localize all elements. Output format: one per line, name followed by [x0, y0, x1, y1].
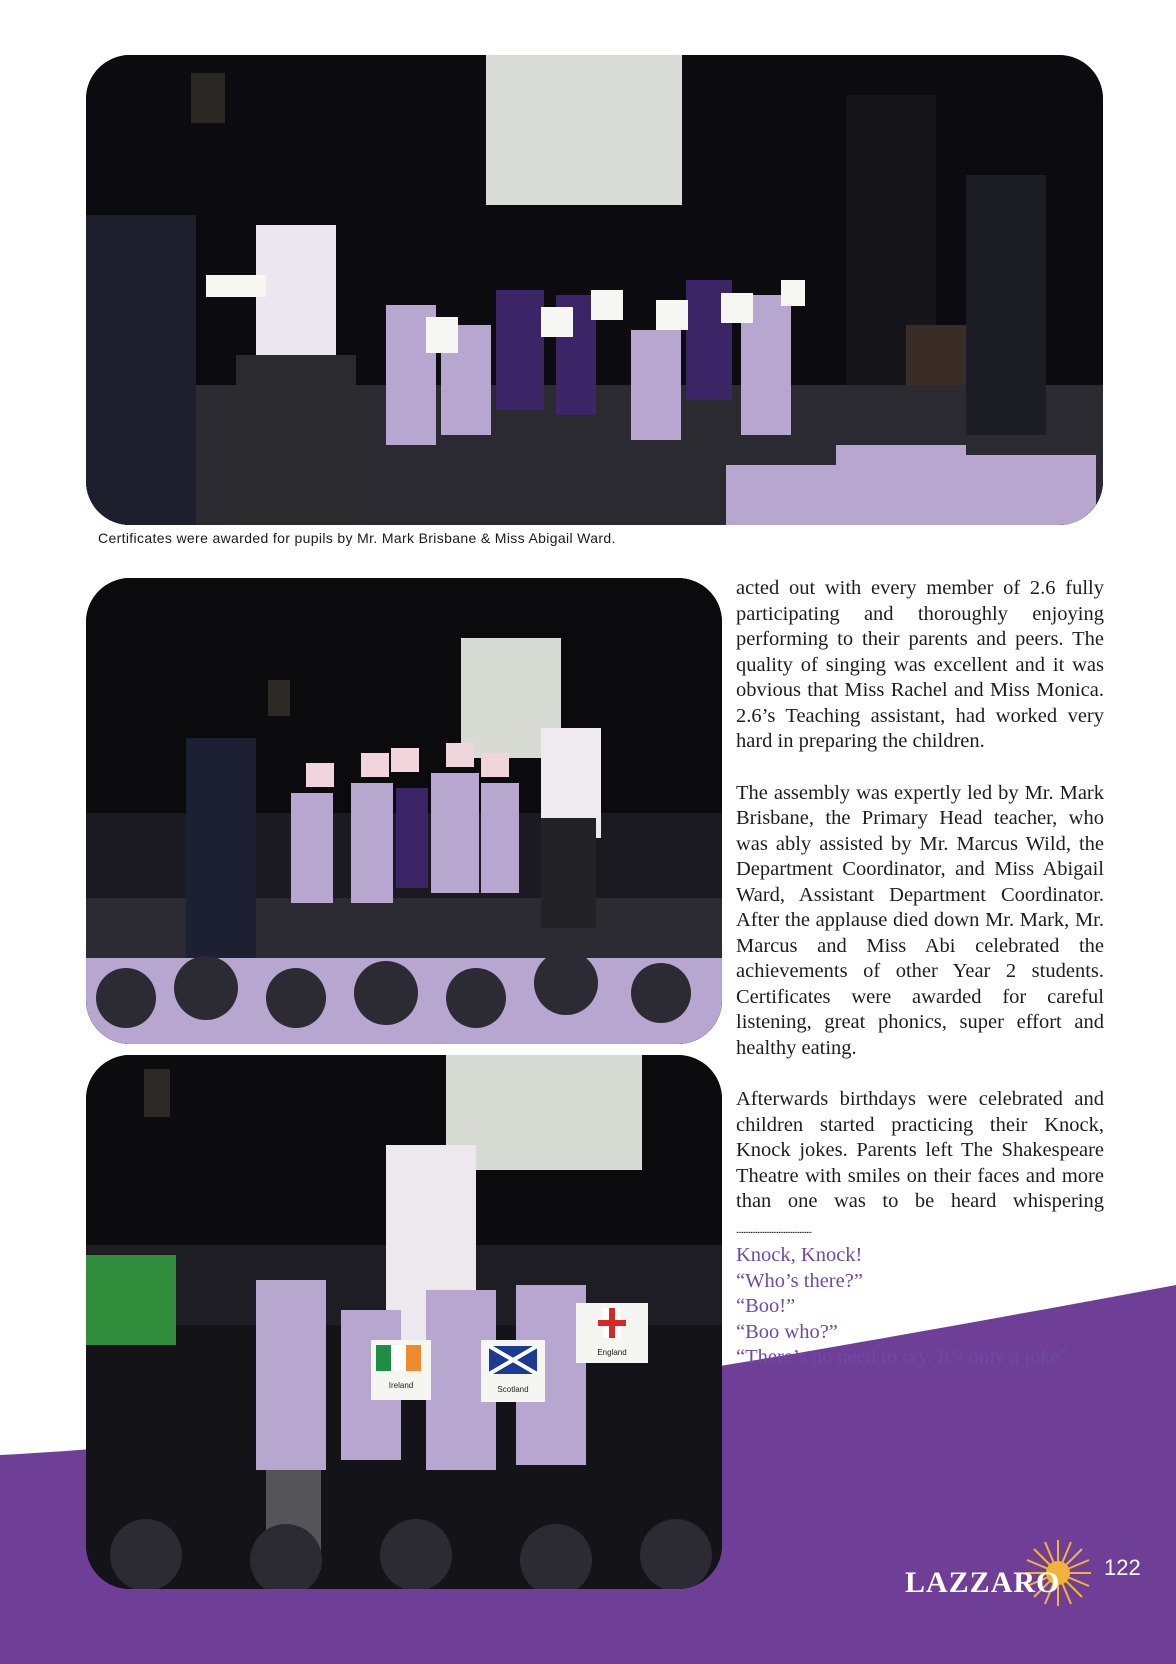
photo-certificates-ceremony	[86, 55, 1103, 525]
logo-text: LAZZARO	[905, 1566, 1061, 1599]
photo-flags-presentation	[86, 1055, 722, 1589]
article-paragraph-3-text: Afterwards birthdays were celebrated and children started practicing their Knock, Knock jokes. Parents left The Shakespeare Theatre with smiles on their faces and more than one was to be heard whispering	[736, 1088, 1104, 1212]
sign-scotland: Scotland	[497, 1385, 529, 1394]
joke-line: “There’s no need to cry. It’s only a joke”	[736, 1346, 1069, 1368]
joke-line: “Who’s there?”	[736, 1269, 863, 1292]
joke-line: Knock, Knock!	[736, 1244, 863, 1266]
photo-caption: Certificates were awarded for pupils by Mr. Mark Brisbane & Miss Abigail Ward.	[98, 530, 616, 546]
sign-england: England	[597, 1348, 627, 1357]
knock-knock-joke	[736, 1243, 1104, 1371]
lazzaro-logo	[905, 1566, 1060, 1600]
page-number: 122	[1104, 1555, 1141, 1580]
article-text	[736, 576, 1104, 1371]
joke-line: “Boo who?”	[736, 1320, 838, 1343]
photo-assembly-performance	[86, 578, 722, 1044]
article-paragraph-2: The assembly was expertly led by Mr. Mark Brisbane, the Primary Head teacher, who was ably assisted by Mr. Marcus Wild, the Department Coordinator, and Miss Abigail Ward, Assistant Department Coordinator. After the applause died down Mr. Mark, Mr. Marcus and Miss Abi celebrated the achievements of other Year 2 students. Certificates were awarded for careful listening, great phonics, super effort and healthy eating.	[736, 781, 1104, 1059]
article-paragraph-3	[736, 1087, 1104, 1243]
leader-dots: ...........................................	[736, 1223, 812, 1236]
joke-line: “Boo!”	[736, 1295, 796, 1317]
sign-ireland: Ireland	[388, 1381, 414, 1390]
article-paragraph-1: acted out with every member of 2.6 fully participating and thoroughly enjoying performing to their parents and peers. The quality of singing was excellent and it was obvious that Miss Rachel and Miss Monica. 2.6’s Teaching assistant, had worked very hard in preparing the children.	[736, 577, 1104, 752]
